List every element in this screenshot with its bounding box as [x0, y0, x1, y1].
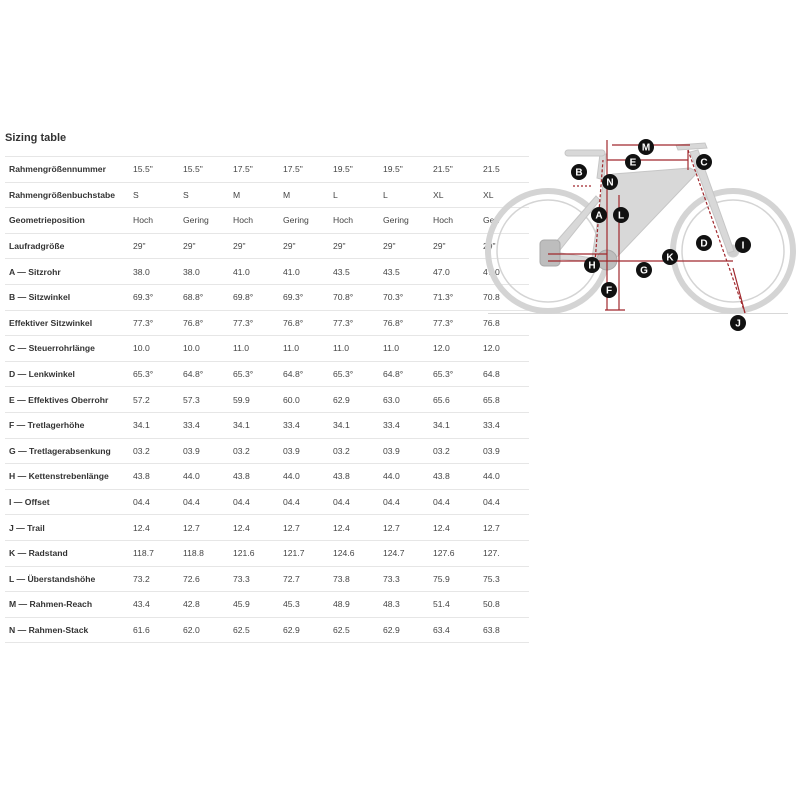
table-cell: 65.3°: [329, 361, 379, 387]
table-cell: 41.0: [279, 259, 329, 285]
table-cell: 43.8: [229, 464, 279, 490]
table-cell: 57.3: [179, 387, 229, 413]
table-cell: 11.0: [229, 336, 279, 362]
table-cell: 11.0: [329, 336, 379, 362]
table-cell: 12.7: [279, 515, 329, 541]
table-row: [5, 489, 529, 515]
table-cell: 29": [479, 233, 529, 259]
table-cell: 38.0: [179, 259, 229, 285]
table-cell: 21.5: [479, 157, 529, 183]
table-cell: 29": [379, 233, 429, 259]
table-cell: 77.3°: [129, 310, 179, 336]
sizing-table: [5, 156, 529, 643]
table-cell: 76.8°: [179, 310, 229, 336]
table-cell: 12.7: [379, 515, 429, 541]
table-cell: 65.3°: [129, 361, 179, 387]
table-cell: 17.5": [279, 157, 329, 183]
table-cell: 34.1: [329, 412, 379, 438]
table-cell: 45.3: [279, 592, 329, 618]
geometry-diagram: [484, 132, 794, 337]
marker-f: [601, 282, 617, 298]
row-label: D — Lenkwinkel: [5, 361, 129, 387]
marker-label: C: [700, 157, 708, 169]
table-cell: 64.8°: [379, 361, 429, 387]
table-cell: 04.4: [179, 489, 229, 515]
table-cell: 03.9: [479, 438, 529, 464]
table-cell: 73.8: [329, 566, 379, 592]
table-cell: 34.1: [229, 412, 279, 438]
table-cell: 43.8: [429, 464, 479, 490]
row-label: Rahmengrößenbuchstabe: [5, 182, 129, 208]
table-cell: M: [279, 182, 329, 208]
table-cell: 43.8: [329, 464, 379, 490]
table-cell: 76.8°: [279, 310, 329, 336]
table-cell: 60.0: [279, 387, 329, 413]
table-row: [5, 592, 529, 618]
table-row: [5, 310, 529, 336]
marker-n: [602, 174, 618, 190]
table-cell: 70.3°: [379, 284, 429, 310]
table-cell: 64.8: [479, 361, 529, 387]
table-row: [5, 208, 529, 234]
table-cell: 12.4: [229, 515, 279, 541]
marker-d: [696, 235, 712, 251]
table-cell: 11.0: [379, 336, 429, 362]
table-cell: 04.4: [379, 489, 429, 515]
table-row: [5, 259, 529, 285]
marker-label: G: [640, 265, 648, 277]
table-cell: 44.0: [179, 464, 229, 490]
table-cell: 76.8°: [379, 310, 429, 336]
table-cell: 04.4: [279, 489, 329, 515]
table-cell: 75.3: [479, 566, 529, 592]
table-cell: 48.3: [379, 592, 429, 618]
table-cell: 04.4: [129, 489, 179, 515]
marker-a: [591, 207, 607, 223]
table-cell: 12.7: [479, 515, 529, 541]
table-row: [5, 361, 529, 387]
row-label: C — Steuerrohrlänge: [5, 336, 129, 362]
table-cell: 127.: [479, 540, 529, 566]
row-label: J — Trail: [5, 515, 129, 541]
table-cell: Hoch: [129, 208, 179, 234]
table-cell: 63.4: [429, 617, 479, 643]
table-cell: 77.3°: [329, 310, 379, 336]
table-cell: 41.0: [229, 259, 279, 285]
table-cell: 127.6: [429, 540, 479, 566]
table-cell: 76.8: [479, 310, 529, 336]
table-cell: 47.0: [429, 259, 479, 285]
marker-b: [571, 164, 587, 180]
marker-label: M: [641, 142, 651, 154]
table-cell: 03.2: [429, 438, 479, 464]
row-label: A — Sitzrohr: [5, 259, 129, 285]
row-label: E — Effektives Oberrohr: [5, 387, 129, 413]
table-cell: 42.8: [179, 592, 229, 618]
marker-label: A: [595, 210, 603, 222]
table-cell: 118.8: [179, 540, 229, 566]
table-cell: S: [129, 182, 179, 208]
table-cell: 10.0: [129, 336, 179, 362]
table-cell: 12.4: [429, 515, 479, 541]
table-row: [5, 336, 529, 362]
table-cell: 124.6: [329, 540, 379, 566]
table-cell: 63.0: [379, 387, 429, 413]
table-cell: Gering: [179, 208, 229, 234]
table-cell: 121.6: [229, 540, 279, 566]
table-cell: 29": [179, 233, 229, 259]
table-cell: 64.8°: [179, 361, 229, 387]
table-cell: 12.0: [429, 336, 479, 362]
table-cell: XL: [479, 182, 529, 208]
row-label: H — Kettenstrebenlänge: [5, 464, 129, 490]
row-label: I — Offset: [5, 489, 129, 515]
table-cell: 33.4: [179, 412, 229, 438]
table-cell: 63.8: [479, 617, 529, 643]
table-cell: 19.5": [379, 157, 429, 183]
table-cell: 03.2: [229, 438, 279, 464]
table-cell: 12.7: [179, 515, 229, 541]
table-cell: 29": [229, 233, 279, 259]
marker-label: H: [588, 260, 596, 272]
table-cell: 70.8°: [329, 284, 379, 310]
marker-e: [625, 154, 641, 170]
table-cell: 33.4: [479, 412, 529, 438]
table-cell: 43.5: [329, 259, 379, 285]
table-row: [5, 233, 529, 259]
row-label: K — Radstand: [5, 540, 129, 566]
table-cell: 65.6: [429, 387, 479, 413]
table-cell: 11.0: [279, 336, 329, 362]
table-cell: 75.9: [429, 566, 479, 592]
marker-label: B: [575, 167, 583, 179]
table-cell: 33.4: [279, 412, 329, 438]
table-cell: 04.4: [229, 489, 279, 515]
table-cell: 73.3: [229, 566, 279, 592]
table-row: [5, 387, 529, 413]
table-cell: 29": [329, 233, 379, 259]
page-title: Sizing table: [5, 132, 67, 144]
table-cell: 44.0: [479, 464, 529, 490]
table-cell: 12.4: [329, 515, 379, 541]
table-cell: 62.9: [329, 387, 379, 413]
table-cell: 03.9: [179, 438, 229, 464]
table-cell: 77.3°: [229, 310, 279, 336]
row-label: Effektiver Sitzwinkel: [5, 310, 129, 336]
table-cell: Hoch: [229, 208, 279, 234]
table-cell: 12.4: [129, 515, 179, 541]
row-label: Rahmengrößennummer: [5, 157, 129, 183]
table-cell: 21.5": [429, 157, 479, 183]
marker-l: [613, 207, 629, 223]
table-row: [5, 566, 529, 592]
table-cell: S: [179, 182, 229, 208]
table-row: [5, 182, 529, 208]
table-row: [5, 438, 529, 464]
marker-m: [638, 139, 654, 155]
table-row: [5, 284, 529, 310]
marker-label: F: [605, 285, 613, 297]
table-cell: 69.3°: [279, 284, 329, 310]
table-cell: 77.3°: [429, 310, 479, 336]
table-cell: 62.9: [279, 617, 329, 643]
table-cell: 04.4: [429, 489, 479, 515]
row-label: Geometrieposition: [5, 208, 129, 234]
marker-g: [636, 262, 652, 278]
marker-k: [662, 249, 678, 265]
table-cell: 04.4: [479, 489, 529, 515]
table-cell: 43.5: [379, 259, 429, 285]
marker-c: [696, 154, 712, 170]
table-cell: 03.2: [329, 438, 379, 464]
marker-label: N: [606, 177, 614, 189]
table-cell: 33.4: [379, 412, 429, 438]
table-cell: 124.7: [379, 540, 429, 566]
table-cell: 04.4: [329, 489, 379, 515]
marker-j: [730, 315, 746, 331]
table-cell: 59.9: [229, 387, 279, 413]
table-cell: XL: [429, 182, 479, 208]
table-cell: 34.1: [429, 412, 479, 438]
table-cell: 29": [429, 233, 479, 259]
table-row: [5, 540, 529, 566]
table-cell: 62.5: [229, 617, 279, 643]
table-cell: 64.8°: [279, 361, 329, 387]
table-cell: 38.0: [129, 259, 179, 285]
marker-label: E: [629, 157, 637, 169]
table-cell: 15.5": [179, 157, 229, 183]
table-cell: 118.7: [129, 540, 179, 566]
table-cell: 72.6: [179, 566, 229, 592]
table-cell: 61.6: [129, 617, 179, 643]
table-cell: 34.1: [129, 412, 179, 438]
row-label: Laufradgröße: [5, 233, 129, 259]
table-cell: 29": [129, 233, 179, 259]
sizing-table-wrapper: [5, 156, 500, 643]
table-cell: 43.8: [129, 464, 179, 490]
table-cell: L: [379, 182, 429, 208]
marker-label: K: [666, 252, 674, 264]
table-cell: 15.5": [129, 157, 179, 183]
table-cell: 72.7: [279, 566, 329, 592]
marker-h: [584, 257, 600, 273]
table-row: [5, 464, 529, 490]
table-cell: 17.5": [229, 157, 279, 183]
table-cell: 121.7: [279, 540, 329, 566]
table-cell: 03.9: [279, 438, 329, 464]
table-row: [5, 157, 529, 183]
table-cell: 50.8: [479, 592, 529, 618]
table-cell: 70.8: [479, 284, 529, 310]
table-cell: Hoch: [329, 208, 379, 234]
table-cell: 65.8: [479, 387, 529, 413]
table-cell: 19.5": [329, 157, 379, 183]
table-cell: 43.4: [129, 592, 179, 618]
table-cell: 69.3°: [129, 284, 179, 310]
table-cell: 69.8°: [229, 284, 279, 310]
marker-label: D: [700, 238, 708, 250]
marker-label: I: [741, 240, 745, 252]
table-cell: 57.2: [129, 387, 179, 413]
table-cell: 44.0: [379, 464, 429, 490]
table-cell: 47.0: [479, 259, 529, 285]
table-cell: 62.9: [379, 617, 429, 643]
table-cell: Geri: [479, 208, 529, 234]
table-cell: 62.0: [179, 617, 229, 643]
marker-label: L: [617, 210, 625, 222]
table-cell: 65.3°: [429, 361, 479, 387]
table-cell: 62.5: [329, 617, 379, 643]
table-cell: Gering: [279, 208, 329, 234]
table-cell: 29": [279, 233, 329, 259]
row-label: L — Überstandshöhe: [5, 566, 129, 592]
marker-label: J: [735, 318, 741, 330]
table-cell: 71.3°: [429, 284, 479, 310]
table-cell: 03.9: [379, 438, 429, 464]
table-cell: 12.0: [479, 336, 529, 362]
table-cell: 65.3°: [229, 361, 279, 387]
row-label: N — Rahmen-Stack: [5, 617, 129, 643]
row-label: F — Tretlagerhöhe: [5, 412, 129, 438]
table-cell: 73.2: [129, 566, 179, 592]
table-cell: 48.9: [329, 592, 379, 618]
table-cell: M: [229, 182, 279, 208]
row-label: M — Rahmen-Reach: [5, 592, 129, 618]
table-cell: 68.8°: [179, 284, 229, 310]
table-cell: L: [329, 182, 379, 208]
table-cell: Hoch: [429, 208, 479, 234]
table-row: [5, 412, 529, 438]
table-cell: 45.9: [229, 592, 279, 618]
row-label: B — Sitzwinkel: [5, 284, 129, 310]
table-cell: 73.3: [379, 566, 429, 592]
table-cell: 51.4: [429, 592, 479, 618]
table-cell: 03.2: [129, 438, 179, 464]
table-row: [5, 515, 529, 541]
table-cell: 44.0: [279, 464, 329, 490]
row-label: G — Tretlagerabsenkung: [5, 438, 129, 464]
table-cell: 10.0: [179, 336, 229, 362]
table-cell: Gering: [379, 208, 429, 234]
marker-i: [735, 237, 751, 253]
table-row: [5, 617, 529, 643]
